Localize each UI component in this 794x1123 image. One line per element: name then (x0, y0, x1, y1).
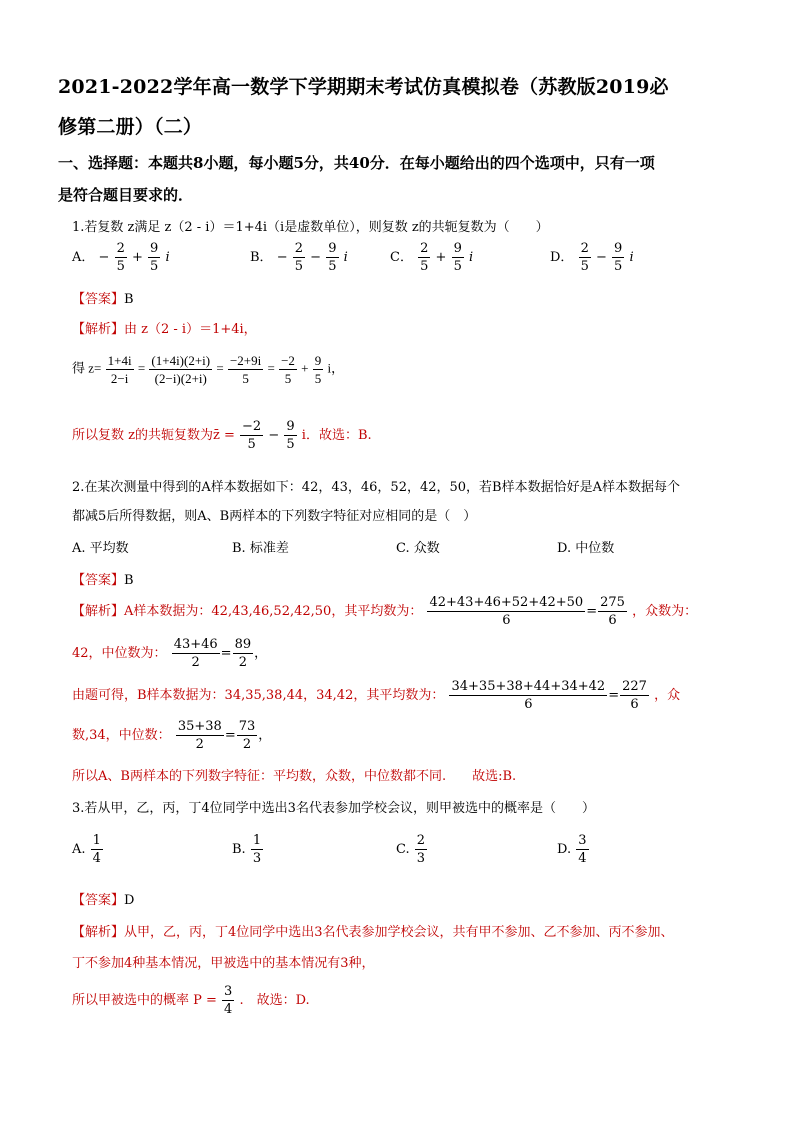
option-sign: − (98, 250, 110, 265)
option-letter: C． (390, 250, 413, 265)
q1-analysis-line1 (72, 318, 257, 337)
option-fraction: $\frac{2}{5}$ (116, 241, 125, 274)
option-sign: − (276, 250, 288, 265)
document-title-line1: 2021-2022学年高一数学下学期期末考试仿真模拟卷（苏教版2019必 (58, 76, 669, 98)
option-letter: D. (557, 842, 572, 857)
q1-option-c (390, 240, 473, 275)
q1-stem: 1.若复数 z满足 z（2 - i）＝1+4i（i是虚数单位），则复数 z的共轭复数为（ ） (72, 220, 549, 235)
math-fraction: $\frac{9}{5}$ (286, 419, 295, 452)
option-fraction: $\frac{2}{5}$ (294, 241, 304, 274)
analysis-text: 所以复数 z的共轭复数为z̄ = (72, 428, 235, 443)
analysis-text: 42，中位数为： (72, 646, 167, 661)
analysis-text: A样本数据为：42,43,46,52,42,50，其平均数为： (124, 604, 423, 619)
analysis-text: ，众数为： (632, 604, 698, 619)
q2-option-d: D. 中位数 (557, 541, 615, 556)
minus-sign: − (268, 428, 280, 443)
q3-option-c (396, 832, 428, 867)
option-letter: C. (396, 842, 410, 857)
q2-analysis-line3: 由题可得，B样本数据为：34,35,38,44，34,42，其平均数为： $\frac{34+35+38+44+34+42}{6}$ = $\frac{227}{6}$ ，众 (72, 679, 681, 712)
analysis-text: ， (258, 728, 272, 743)
q3-analysis-line2: 丁不参加4种基本情况，甲被选中的基本情况有3种， (72, 956, 375, 971)
option-fraction: $\frac{3}{4}$ (578, 833, 587, 866)
option-tail: i (629, 250, 634, 265)
option-letter: D． (550, 250, 574, 265)
option-operator: − (596, 250, 607, 265)
math-fraction: $\frac{-2+9i}{5}$ (229, 353, 262, 386)
q3-option-d (557, 832, 590, 867)
q1-analysis-line3 (72, 418, 372, 453)
q3-analysis-line1 (72, 921, 674, 940)
analysis-text: 由题可得，B样本数据为：34,35,38,44，34,42，其平均数为： (72, 688, 445, 703)
q2-analysis-line1: 【解析】A样本数据为：42,43,46,52,42,50，其平均数为： $\frac{42+43+46+52+42+50}{6}$ = $\frac{275}{6}$ ，众数为： (72, 595, 698, 628)
option-letter: A. (72, 842, 86, 857)
math-fraction: $\frac{275}{6}$ (600, 595, 625, 628)
option-letter: A． (72, 250, 95, 265)
option-fraction: $\frac{9}{5}$ (614, 241, 623, 274)
analysis-text: 得 z= (72, 360, 102, 376)
equals-sign: = (216, 360, 224, 376)
analysis-text: ，众 (654, 688, 681, 703)
option-fraction: $\frac{9}{5}$ (328, 241, 337, 274)
math-fraction: $\frac{35+38}{2}$ (177, 719, 222, 752)
answer-value: D (124, 893, 135, 908)
answer-label: 【答案】 (72, 292, 125, 307)
math-fraction: $\frac{43+46}{2}$ (173, 637, 218, 670)
q2-stem-line2: 都减5后所得数据，则A、B两样本的下列数字特征对应相同的是（ ） (72, 509, 477, 524)
q3-stem: 3.若从甲，乙，丙，丁4位同学中选出3名代表参加学校会议，则甲被选中的概率是（ ） (72, 801, 595, 816)
analysis-text: 从甲，乙，丙，丁4位同学中选出3名代表参加学校会议，共有甲不参加、乙不参加、丙不参加、 (124, 925, 674, 940)
q3-answer (72, 889, 134, 908)
analysis-text: 数,34，中位数： (72, 728, 171, 743)
plus-sign: + (301, 360, 309, 376)
section-header-line2: 是符合题目要求的． (58, 186, 194, 204)
option-fraction: $\frac{1}{3}$ (252, 833, 262, 866)
equals-sign: = (137, 360, 146, 376)
analysis-text: ， (254, 646, 268, 661)
q1-option-a (72, 240, 170, 275)
math-fraction: $\frac{9}{5}$ (314, 353, 322, 386)
q1-analysis-line2 (72, 352, 344, 387)
option-letter: B. (232, 842, 246, 857)
option-fraction: $\frac{9}{5}$ (150, 241, 159, 274)
math-fraction: $\frac{1+4i}{2-i}$ (107, 353, 132, 386)
option-tail: i (343, 250, 348, 265)
q2-stem-line1: 2.在某次测量中得到的A样本数据如下：42，43，46，52，42，50，若B样本数据恰好是A样本数据每个 (72, 480, 680, 495)
math-fraction: $\frac{227}{6}$ (622, 679, 647, 712)
q2-option-c: C. 众数 (396, 541, 440, 556)
answer-label: 【答案】 (72, 573, 125, 588)
q2-analysis-line5: 所以A、B两样本的下列数字特征：平均数，众数，中位数都不同. 故选:B. (72, 769, 517, 784)
section-header-line1: 一、选择题：本题共8小题，每小题5分，共40分．在每小题给出的四个选项中，只有一项 (58, 154, 655, 172)
document-title-line2: 修第二册）（二） (58, 116, 203, 138)
option-tail: i (165, 250, 170, 265)
q2-analysis-line2: 42，中位数为： $\frac{43+46}{2}$ = $\frac{89}{2}$ ， (72, 637, 268, 670)
q3-option-a (72, 832, 104, 867)
q3-option-b (232, 832, 264, 867)
option-operator: + (132, 250, 143, 265)
analysis-text: i， (327, 360, 345, 376)
option-operator: − (310, 250, 322, 265)
analysis-text: 所以甲被选中的概率 P = (72, 993, 217, 1008)
option-fraction: $\frac{2}{5}$ (420, 241, 429, 274)
analysis-text: i．故选：B. (301, 428, 372, 443)
q1-answer (72, 288, 134, 307)
equals-sign: = (267, 360, 275, 376)
analysis-label: 【解析】 (72, 925, 125, 940)
math-fraction: $\frac{-2}{5}$ (281, 353, 295, 386)
math-fraction: $\frac{(1+4i)(2+i)}{(2-i)(2+i)}$ (151, 353, 211, 386)
q2-analysis-line4: 数,34，中位数： $\frac{35+38}{2}$ = $\frac{73}{2}$ ， (72, 719, 272, 752)
option-tail: i (468, 250, 474, 265)
math-fraction: $\frac{73}{2}$ (238, 719, 256, 752)
math-fraction: $\frac{34+35+38+44+34+42}{6}$ (451, 679, 606, 712)
answer-label: 【答案】 (72, 893, 125, 908)
option-fraction: $\frac{2}{3}$ (416, 833, 426, 866)
math-fraction: $\frac{42+43+46+52+42+50}{6}$ (429, 595, 584, 628)
q2-option-a: A. 平均数 (72, 541, 129, 556)
option-fraction: $\frac{1}{4}$ (92, 833, 101, 866)
math-fraction: $\frac{3}{4}$ (224, 984, 233, 1017)
option-fraction: $\frac{9}{5}$ (453, 241, 462, 274)
analysis-label: 【解析】 (72, 604, 125, 619)
analysis-text: . 故选：D. (239, 993, 310, 1008)
math-fraction: $\frac{89}{2}$ (234, 637, 252, 670)
answer-value: B (124, 292, 134, 307)
q2-option-b: B. 标准差 (232, 541, 289, 556)
analysis-label: 【解析】 (72, 322, 125, 337)
q1-option-d (550, 240, 634, 275)
option-letter: B． (250, 250, 273, 265)
option-fraction: $\frac{2}{5}$ (580, 241, 589, 274)
q2-answer (72, 569, 134, 588)
option-operator: + (435, 250, 447, 265)
answer-value: B (124, 573, 134, 588)
q1-option-b (250, 240, 348, 275)
analysis-text: 由 z（2 - i）＝1+4i， (124, 322, 257, 337)
math-fraction: $\frac{-2}{5}$ (242, 419, 262, 452)
q3-analysis-line3 (72, 983, 310, 1018)
